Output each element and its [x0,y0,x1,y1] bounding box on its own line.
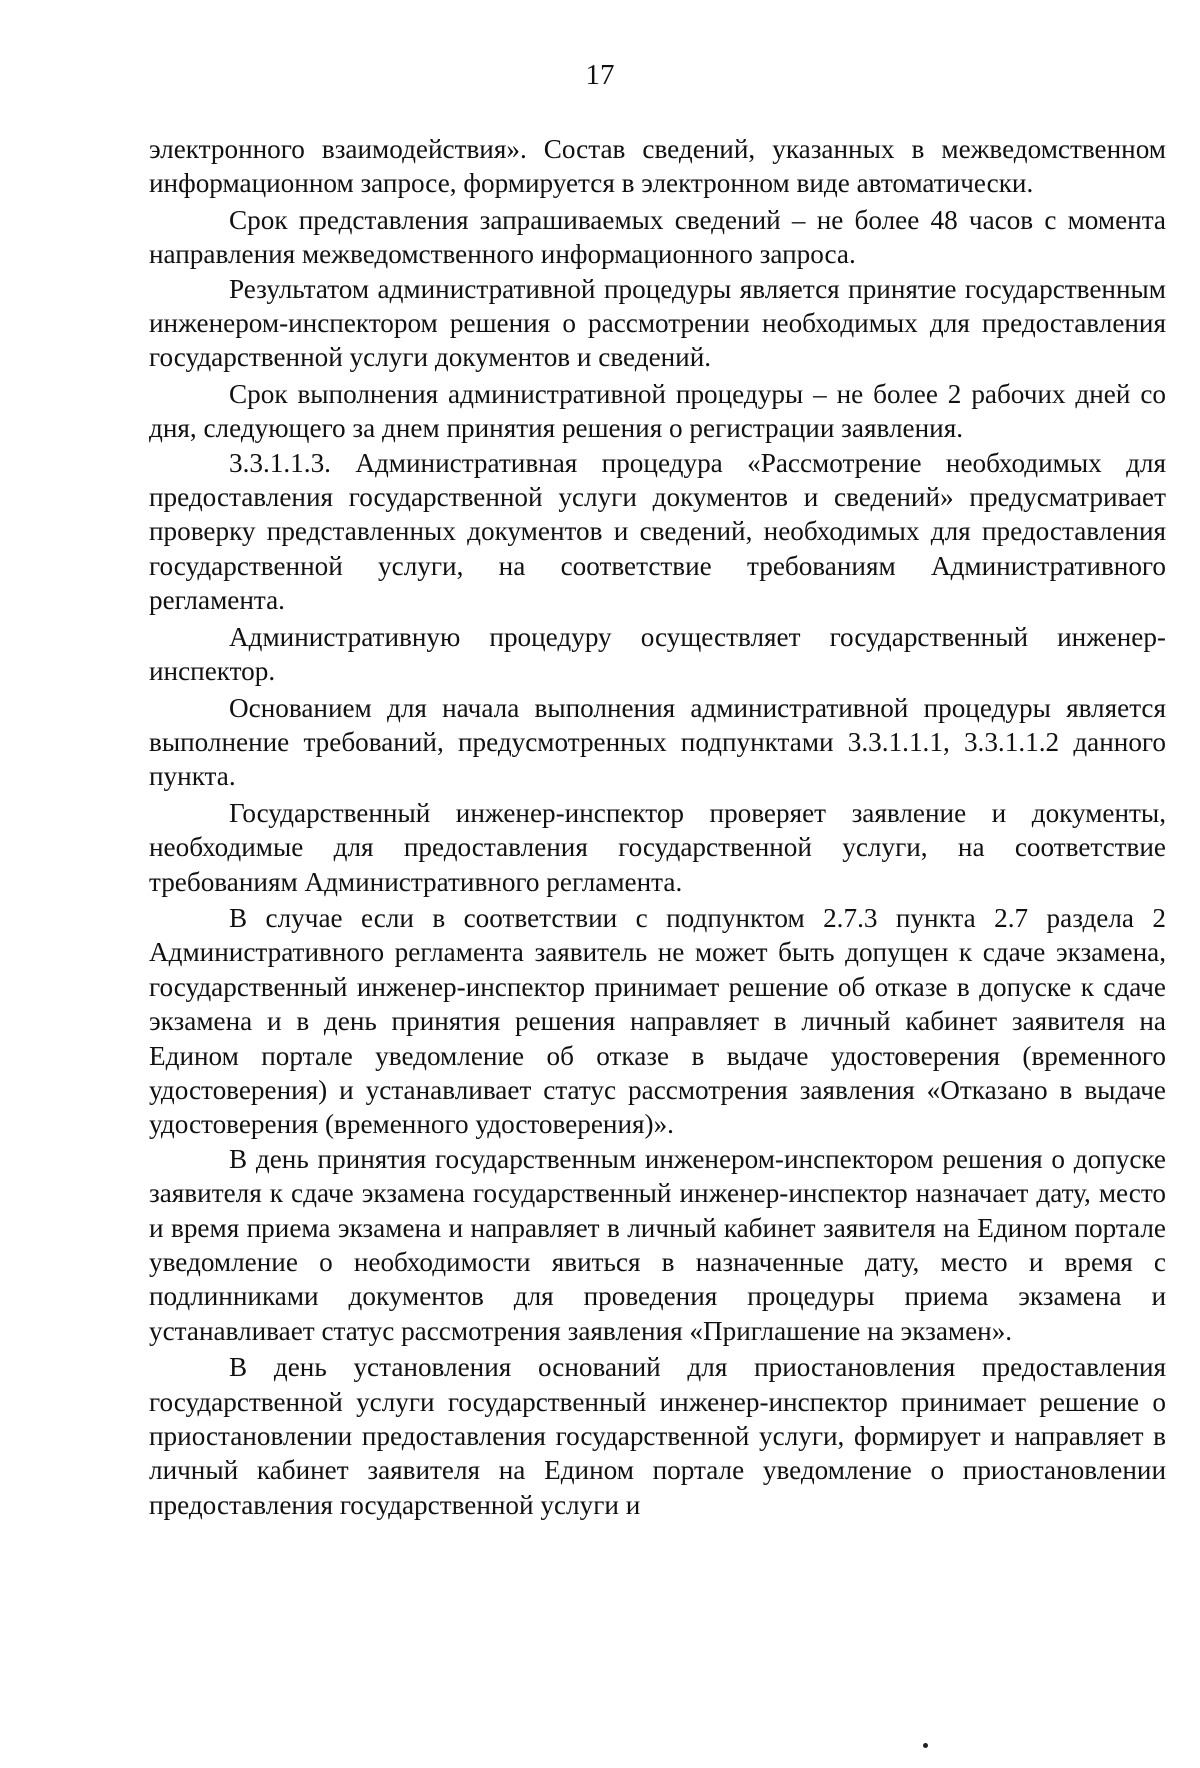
paragraph-section-3-3-1-1-3: 3.3.1.1.3. Административная процедура «Рассмотрение необходимых для предоставления государственной услуги документов и сведений» предусматривает проверку представленных документов и сведений, необходимых для предоставления государственной услуги, на соответствие требованиям Административного регламента. [149,447,1166,616]
document-body [149,132,1166,1522]
paragraph-continuation: электронного взаимодействия». Состав сведений, указанных в межведомственном информационном запросе, формируется в электронном виде автоматически. [149,134,1166,199]
paragraph: Административную процедуру осуществляет государственный инженер-инспектор. [149,621,1166,687]
paragraph: В случае если в соответствии с подпунктом 2.7.3 пункта 2.7 раздела 2 Административного регламента заявитель не может быть допущен к сдаче экзамена, государственный инженер-инспектор принимает решение об отказе в допуске к сдаче экзамена и в день принятия решения направляет в личный кабинет заявителя на Едином портале уведомление об отказе в выдаче удостоверения (временного удостоверения) и устанавливает статус рассмотрения заявления «Отказано в выдаче удостоверения (временного удостоверения)». [149,902,1166,1140]
page-number: 17 [585,59,615,91]
scan-speck [923,1743,928,1748]
paragraph: Государственный инженер-инспектор проверяет заявление и документы, необходимые для предоставления государственной услуги, на соответствие требованиям Административного регламента. [149,797,1166,897]
paragraph: Результатом административной процедуры является принятие государственным инженером-инспектором решения о рассмотрении необходимых для предоставления государственной услуги документов и сведений. [149,273,1166,373]
paragraph: Срок представления запрашиваемых сведений – не более 48 часов с момента направления межведомственного информационного запроса. [149,204,1166,270]
paragraph: В день принятия государственным инженером-инспектором решения о допуске заявителя к сдаче экзамена государственный инженер-инспектор назначает дату, место и время приема экзамена и направляет в личный кабинет заявителя на Едином портале уведомление о необходимости явиться в назначенные дату, место и время с подлинниками документов для проведения процедуры приема экзамена и устанавливает статус рассмотрения заявления «Приглашение на экзамен». [149,1143,1166,1346]
paragraph: Основанием для начала выполнения административной процедуры является выполнение требований, предусмотренных подпунктами 3.3.1.1.1, 3.3.1.1.2 данного пункта. [149,692,1166,792]
paragraph: Срок выполнения административной процедуры – не более 2 рабочих дней со дня, следующего за днем принятия решения о регистрации заявления. [149,378,1166,444]
paragraph: В день установления оснований для приостановления предоставления государственной услуги государственный инженер-инспектор принимает решение о приостановлении предоставления государственной услуги, формирует и направляет в личный кабинет заявителя на Едином портале уведомление о приостановлении предоставления государственной услуги и [149,1352,1166,1520]
